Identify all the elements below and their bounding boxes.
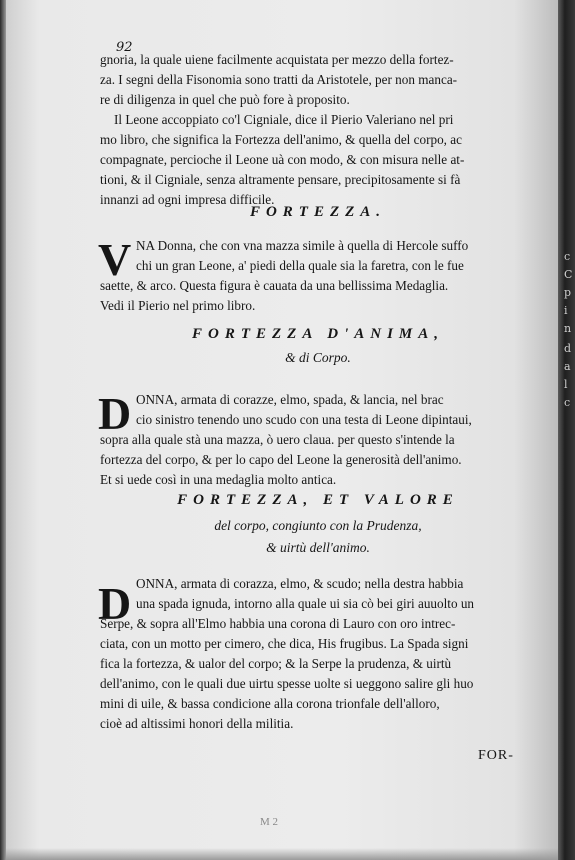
text-line: ciata, con un motto per cimero, che dica, His frugibus. La Spada signi	[100, 636, 469, 651]
text-line: saette, & arco. Questa figura è cauata da una bellissima Medaglia.	[100, 278, 449, 293]
text-line: Il Leone accoppiato co'l Cigniale, dice il Pierio Valeriano nel pri	[114, 112, 454, 127]
gutter-letter: n	[564, 322, 572, 335]
section-heading-fortezza-danima: FORTEZZA D'ANIMA,	[191, 326, 445, 342]
section-subheading: & uirtù dell'animo.	[266, 540, 370, 555]
gutter-letter: l	[564, 378, 568, 391]
text-line: gnoria, la quale uiene facilmente acquistata per mezzo della fortez-	[100, 52, 454, 67]
text-line: ONNA, armata di corazze, elmo, spada, & lancia, nel brac	[136, 392, 444, 407]
text-line: tioni, & il Cigniale, senza altramente pensare, precipitosamente si fà	[100, 172, 461, 187]
text-line: Et si uede così in una medaglia molto antica.	[100, 472, 337, 487]
text-line: mo libro, che significa la Fortezza dell'animo, & quella del corpo, ac	[100, 132, 462, 147]
fortezza-et-valore-paragraph	[100, 574, 536, 734]
signature-mark: M 2	[260, 816, 279, 828]
text-line: Serpe, & sopra all'Elmo habbia una corona di Lauro con oro intrec-	[100, 616, 456, 631]
text-line: za. I segni della Fisonomia sono tratti da Aristotele, per non manca-	[100, 72, 458, 87]
text-line: NA Donna, che con vna mazza simile à quella di Hercole suffo	[136, 238, 469, 253]
intro-paragraph	[100, 50, 536, 210]
text-line: sopra alla quale stà una mazza, ò uero claua. per questo s'intende la	[100, 432, 455, 447]
text-line: fica la fortezza, & ualor del corpo; & la Serpe la prudenza, & uirtù	[100, 656, 452, 671]
section-subheading: del corpo, congiunto con la Prudenza,	[214, 518, 422, 533]
text-line: Vedi il Pierio nel primo libro.	[100, 298, 256, 313]
section-heading-fortezza-et-valore: FORTEZZA, ET VALORE	[177, 492, 459, 508]
text-line: fortezza del corpo, & per lo capo del Leone la generosità dell'animo.	[100, 452, 462, 467]
gutter-letter: a	[564, 360, 571, 373]
drop-cap: V	[98, 234, 132, 285]
text-line: cio sinistro tenendo uno scudo con una testa di Leone dipintaui,	[136, 412, 472, 427]
text-line: cioè ad altissimi honori della militia.	[100, 716, 294, 731]
text-line: mini di uile, & bassa condicione alla corona trionfale dell'alloro,	[100, 696, 440, 711]
gutter-letter: d	[564, 342, 572, 355]
gutter-letter: c	[564, 250, 571, 263]
text-line: re di diligenza in quel che può fore à proposito.	[100, 92, 350, 107]
text-line: compagnate, percioche il Leone uà con modo, & con misura nelle at-	[100, 152, 465, 167]
text-line: innanzi ad ogni impresa difficile.	[100, 192, 275, 207]
fortezza-danima-paragraph	[100, 390, 536, 490]
facing-page-gutter	[558, 0, 575, 860]
section-heading-fortezza: FORTEZZA.	[249, 204, 387, 220]
text-line: una spada ignuda, intorno alla quale ui sia cò bei giri auuolto un	[136, 596, 475, 611]
page-number: 92	[116, 40, 133, 55]
text-line: ONNA, armata di corazza, elmo, & scudo; nella destra habbia	[136, 576, 464, 591]
gutter-letter: c	[564, 396, 571, 409]
drop-cap: D	[98, 578, 132, 629]
gutter-letter: p	[564, 286, 572, 299]
text-line: dell'animo, con le quali due uirtu spesse uolte si ueggono salire gli huo	[100, 676, 474, 691]
drop-cap: D	[98, 388, 132, 439]
page-bottom-shadow	[6, 848, 558, 860]
catchword: FOR-	[478, 748, 514, 763]
gutter-letter: C	[564, 268, 573, 281]
text-line: chi un gran Leone, a' piedi della quale sia la faretra, con le fue	[136, 258, 464, 273]
section-subheading: & di Corpo.	[285, 350, 351, 365]
fortezza-paragraph	[100, 236, 536, 316]
gutter-letter: i	[564, 304, 568, 317]
